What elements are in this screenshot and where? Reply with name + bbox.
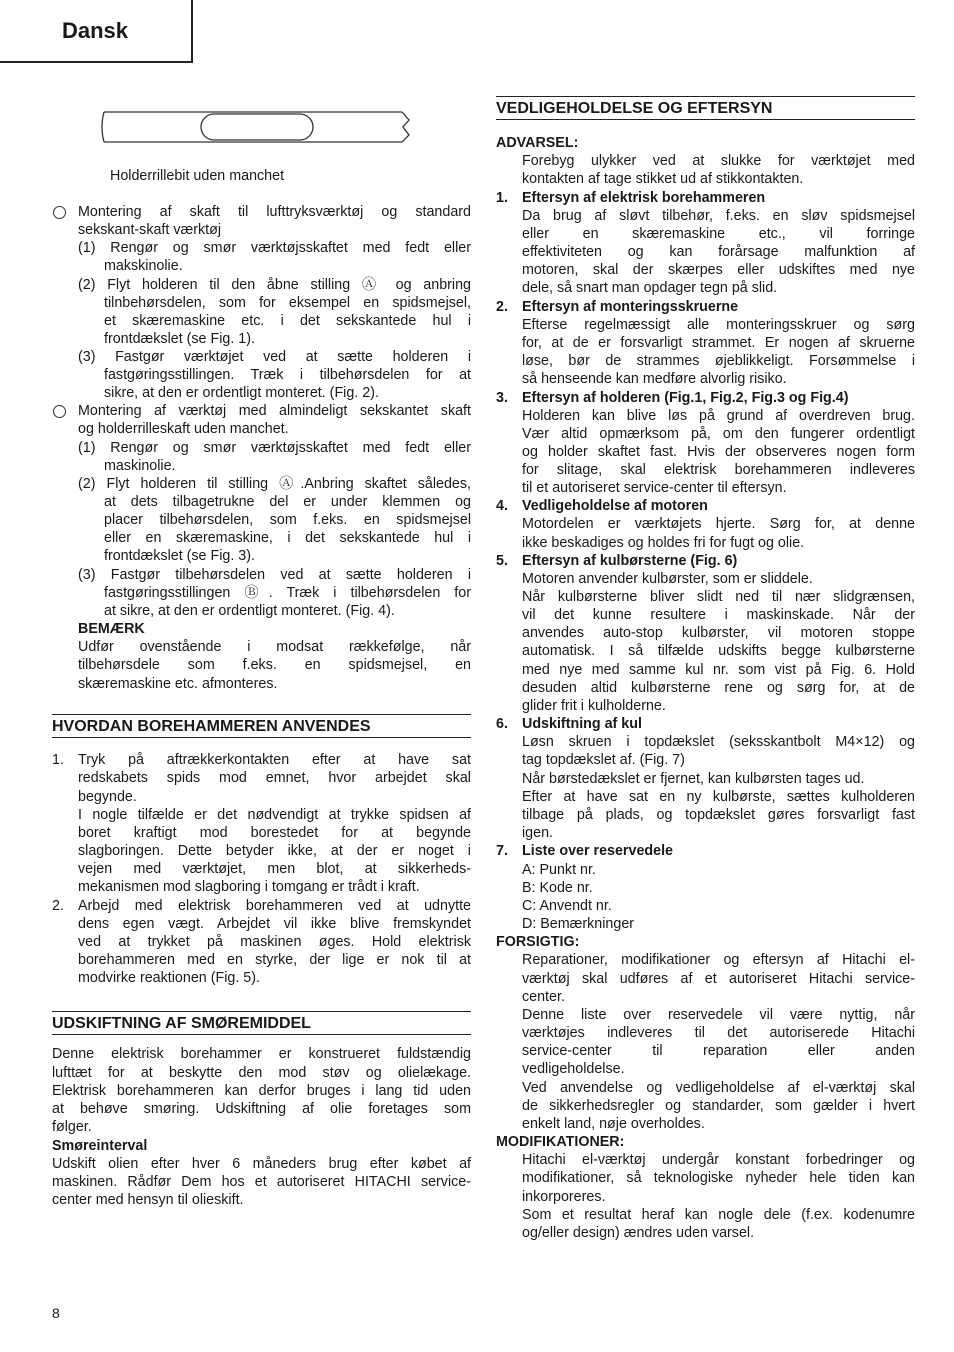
maintenance-text: Udskiftning af kul bbox=[522, 716, 642, 732]
lube-lines-text: Udskift olien efter hver 6 måneders brug efter købet af bbox=[52, 1156, 471, 1172]
use-lines-text: Arbejd med elektrisk borehammeren ved at udnytte bbox=[78, 898, 471, 914]
maintenance-text: 7. bbox=[496, 843, 508, 859]
mount-lines-text: (1) Rengør og smør værktøjsskaftet med fedt eller bbox=[78, 240, 471, 256]
maintenance-text: Vær altid opmærksom på, om den fungerer ordentligt bbox=[522, 426, 915, 442]
section-title: HVORDAN BOREHAMMEREN ANVENDES bbox=[52, 718, 371, 735]
maintenance-text: Liste over reservedele bbox=[522, 843, 674, 859]
maintenance-text: Da brug af sløvt tilbehør, f.eks. en sløv spidsmejsel bbox=[522, 208, 915, 224]
bullet-marker bbox=[53, 206, 66, 219]
mount-lines-text: Montering af værktøj med almindeligt sekskantet skaft bbox=[78, 403, 471, 419]
mount-lines-text: et skæremaskine etc. i det sekskantede hul i bbox=[104, 313, 471, 329]
mount-lines-text: fastgøringsstillingen. Træk i tilbehørsdelen for at bbox=[104, 367, 471, 383]
maintenance-text: 5. bbox=[496, 553, 508, 569]
maintenance-text: Ved anvendelse og vedligeholdelse af el-værktøj skal bbox=[522, 1080, 915, 1096]
use-lines-text: Tryk på aftrækkerkontakten efter at have sat bbox=[78, 752, 471, 768]
use-lines-text: slagboringen. Dette betyder ikke, at der er noget i bbox=[78, 843, 471, 859]
mount-lines-text: (1) Rengør og smør værktøjsskaftet med fedt eller bbox=[78, 440, 471, 456]
maintenance-text: tag topdækslet af. (Fig. 7) bbox=[522, 752, 685, 768]
maintenance-text: Forebyg ulykker ved at slukke for værktøjet med bbox=[522, 153, 915, 169]
maintenance-text: 3. bbox=[496, 390, 508, 406]
maintenance-text: anvendes auto-stop kulbørster, vil motoren stoppe bbox=[522, 625, 915, 641]
mount-lines-text: placer tilbehørsdelen, som f.eks. en spidsmejsel bbox=[104, 512, 471, 528]
maintenance-text: dele, så snart man opdager tegn på slid. bbox=[522, 280, 778, 296]
maintenance-text: Eftersyn af kulbørsterne (Fig. 6) bbox=[522, 553, 738, 569]
maintenance-text: Hitachi el-værktøj undergår konstant forbedringer og bbox=[522, 1152, 915, 1168]
lube-lines-text: at behøve smøring. Udskiftning af olie foretages som bbox=[52, 1101, 471, 1117]
maintenance-text: Når børstedækslet er fjernet, kan kulbørsten tages ud. bbox=[522, 771, 865, 787]
mount-lines-text: frontdækslet (se Fig. 1). bbox=[104, 331, 255, 347]
section-header-lubricant bbox=[52, 1011, 471, 1035]
use-lines-text: ved at trykket på maskinen øges. Hold elektrisk bbox=[78, 934, 471, 950]
maintenance-text: motoren, skal der skærpes eller udskiftes med nye bbox=[522, 262, 915, 278]
mount-lines-text: at dets tilbagetrukne del er under klemmen og bbox=[104, 494, 471, 510]
figure-caption: Holderrillebit uden manchet bbox=[110, 168, 285, 184]
maintenance-text: kontakten af tage stikket ud af stikkontakten. bbox=[522, 171, 804, 187]
maintenance-text: vil det kunne resultere i maskinskade. Når der bbox=[522, 607, 915, 623]
maintenance-text: Når kulbørsterne bliver slidt ned til nær slidgrænsen, bbox=[522, 589, 915, 605]
maintenance-text: så henseende kan medføre alvorlig risiko. bbox=[522, 371, 787, 387]
page-number: 8 bbox=[52, 1305, 60, 1321]
section-header-maintenance bbox=[496, 96, 915, 120]
maintenance-text: Holderen kan blive løs på grund af overdreven brug. bbox=[522, 408, 915, 424]
maintenance-text: MODIFIKATIONER: bbox=[496, 1134, 625, 1150]
mount-lines-text: skæremaskine etc. afmonteres. bbox=[78, 676, 278, 692]
lube-lines-text: Smøreinterval bbox=[52, 1138, 148, 1154]
maintenance-text: og/eller design) ændres uden varsel. bbox=[522, 1225, 755, 1241]
maintenance-text: Som et resultat heraf kan nogle dele (f.ex. kodenumre bbox=[522, 1207, 915, 1223]
section-header-usage bbox=[52, 714, 471, 738]
use-lines-text: mekanismen mod slagboring i tomgang er trådt i kraft. bbox=[78, 879, 420, 895]
mount-lines-text: (2) Flyt holderen til stilling Ⓐ.Anbring skaftet således, bbox=[78, 476, 471, 492]
maintenance-text: Denne liste over reservedele vil være nyttig, når bbox=[522, 1007, 915, 1023]
maintenance-text: værktøjes indleveres til det autoriserede Hitachi bbox=[522, 1025, 915, 1041]
maintenance-text: enkelt land, nøje overholdes. bbox=[522, 1116, 705, 1132]
maintenance-text: C: Anvendt nr. bbox=[522, 898, 612, 914]
maintenance-text: effektiviteten og kan forårsage malfunktion af bbox=[522, 244, 915, 260]
mount-lines-text: eller en skæremaskine, i det sekskantede hul i bbox=[104, 530, 471, 546]
language-tab bbox=[0, 0, 193, 63]
maintenance-text: Motoren anvender kulbørster, som er sliddele. bbox=[522, 571, 813, 587]
mount-lines-text: tilbehørsdele som f.eks. en spidsmejsel, en bbox=[78, 657, 471, 673]
mount-lines-text: Montering af skaft til lufttryksværktøj og standard bbox=[78, 204, 471, 220]
bit-illustration bbox=[100, 108, 412, 160]
maintenance-text: center. bbox=[522, 989, 565, 1005]
use-lines-text: borehammeren med en styrke, der lige er nok til at bbox=[78, 952, 471, 968]
maintenance-text: Eftersyn af holderen (Fig.1, Fig.2, Fig.3 og Fig.4) bbox=[522, 390, 849, 406]
maintenance-text: Motordelen er værktøjets hjerte. Sørg for, at denne bbox=[522, 516, 915, 532]
maintenance-text: modifikationer, så teknologiske nyheder hele tiden kan bbox=[522, 1170, 915, 1186]
maintenance-text: Efterse regelmæssigt alle monteringsskruer og sørg bbox=[522, 317, 915, 333]
mount-lines-text: tilnbehørsdelen, som for eksempel en spidsmejsel, bbox=[104, 295, 471, 311]
maintenance-text: D: Bemærkninger bbox=[522, 916, 635, 932]
mount-lines-text: sikre, at den er ordentligt monteret. (Fig. 2). bbox=[104, 385, 379, 401]
use-lines-text: 2. bbox=[52, 898, 64, 914]
mount-lines-text: fastgøringsstillingen Ⓑ. Træk i tilbehørsdelen for bbox=[104, 585, 471, 601]
maintenance-text: Vedligeholdelse af motoren bbox=[522, 498, 708, 514]
mount-lines-text: BEMÆRK bbox=[78, 621, 145, 637]
maintenance-text: for, at de er forsvarligt strammet. Er nogen af skruerne bbox=[522, 335, 915, 351]
language-label: Dansk bbox=[62, 18, 129, 43]
lube-lines-text: maskinen. Rådfør Dem hos et autoriseret HITACHI service- bbox=[52, 1174, 471, 1190]
mount-lines-text: Udfør ovenstående i modsat rækkefølge, når bbox=[78, 639, 471, 655]
mount-lines-text: at sikre, at den er ordentligt monteret. (Fig. 4). bbox=[104, 603, 395, 619]
maintenance-text: eller en skæremaskine etc., vil forringe bbox=[522, 226, 915, 242]
lube-lines-text: Elektrisk borehammeren kan derfor bruges i lang tid uden bbox=[52, 1083, 471, 1099]
maintenance-text: Reparationer, modifikationer og eftersyn af Hitachi el- bbox=[522, 952, 915, 968]
lube-lines-text: lufttæt for at beskytte den mod støv og olielækage. bbox=[52, 1065, 471, 1081]
lube-lines-text: Denne elektrisk borehammer er konstrueret fuldstændig bbox=[52, 1046, 471, 1062]
maintenance-text: til et autoriseret service-center til eftersyn. bbox=[522, 480, 787, 496]
maintenance-text: med nye med samme kul nr. som vist på Fig. 6. Hold bbox=[522, 662, 915, 678]
maintenance-text: vedligeholdelse. bbox=[522, 1061, 625, 1077]
maintenance-text: løse, bør de strammes øjeblikkeligt. Forsømmelse i bbox=[522, 353, 915, 369]
maintenance-text: og holder skaftet fast. Hvis der observeres nogen form bbox=[522, 444, 915, 460]
mount-lines-text: (2) Flyt holderen til den åbne stilling Ⓐ og anbring bbox=[78, 277, 471, 293]
lube-lines-text: følger. bbox=[52, 1119, 92, 1135]
use-lines-text: 1. bbox=[52, 752, 64, 768]
maintenance-text: værktøj skal udføres af et autoriseret Hitachi service- bbox=[522, 971, 915, 987]
use-lines-text: redskabets spids mod emnet, hvor arbejdet skal bbox=[78, 770, 471, 786]
section-title: VEDLIGEHOLDELSE OG EFTERSYN bbox=[496, 100, 773, 117]
use-lines-text: boret kraftigt mod borestedet for at begynde bbox=[78, 825, 471, 841]
maintenance-text: FORSIGTIG: bbox=[496, 934, 580, 950]
mount-lines-text: og holderrilleskaft uden manchet. bbox=[78, 421, 289, 437]
maintenance-text: igen. bbox=[522, 825, 554, 841]
mount-lines-text: makskinolie. bbox=[104, 258, 183, 274]
mount-lines-text: maskinolie. bbox=[104, 458, 176, 474]
mount-lines-text: (3) Fastgør værktøjet ved at sætte holderen i bbox=[78, 349, 471, 365]
use-lines-text: modvirke reaktionen (Fig. 5). bbox=[78, 970, 260, 986]
maintenance-text: automatisk. I så tilfælde udskifts begge kulbørsterne bbox=[522, 643, 915, 659]
maintenance-text: ikke beskadiges og holdes fri for fugt og olie. bbox=[522, 535, 805, 551]
maintenance-text: Eftersyn af monteringsskruerne bbox=[522, 299, 739, 315]
maintenance-text: ADVARSEL: bbox=[496, 135, 579, 151]
maintenance-text: Efter at have sat en ny kulbørste, sættes kulholderen bbox=[522, 789, 915, 805]
section-title: UDSKIFTNING AF SMØREMIDDEL bbox=[52, 1015, 311, 1032]
maintenance-text: service-center til reparation eller anden bbox=[522, 1043, 915, 1059]
maintenance-text: B: Kode nr. bbox=[522, 880, 593, 896]
mount-lines-text: sekskant-skaft værktøj bbox=[78, 222, 221, 238]
maintenance-text: A: Punkt nr. bbox=[522, 862, 596, 878]
maintenance-text: desuden altid kulbørsterne rene og sørg for, at de bbox=[522, 680, 915, 696]
maintenance-text: de sikkerhedsregler og standarder, som gælder i hvert bbox=[522, 1098, 915, 1114]
maintenance-text: 2. bbox=[496, 299, 508, 315]
maintenance-text: 6. bbox=[496, 716, 508, 732]
maintenance-text: Eftersyn af elektrisk borehammeren bbox=[522, 190, 766, 206]
maintenance-text: Løsn skruen i topdækslet (seksskantbolt M4×12) og bbox=[522, 734, 915, 750]
use-lines-text: vejen med værktøjet, men blot, at sikkerheds- bbox=[78, 861, 471, 877]
lube-lines-text: center med hensyn til olieskift. bbox=[52, 1192, 244, 1208]
maintenance-text: for slitage, skal elektrisk borehammeren indleveres bbox=[522, 462, 915, 478]
bullet-marker bbox=[53, 405, 66, 418]
maintenance-text: 1. bbox=[496, 190, 508, 206]
maintenance-text: glider frit i kulholderne. bbox=[522, 698, 666, 714]
maintenance-text: tilbage på plads, og topdækslet gøres forsvarligt fast bbox=[522, 807, 915, 823]
use-lines-text: begynde. bbox=[78, 789, 137, 805]
maintenance-text: 4. bbox=[496, 498, 508, 514]
use-lines-text: dens egen vægt. Arbejdet vil ikke blive fremskyndet bbox=[78, 916, 471, 932]
use-lines-text: I nogle tilfælde er det nødvendigt at trykke spidsen af bbox=[78, 807, 471, 823]
mount-lines-text: frontdækslet (se Fig. 3). bbox=[104, 548, 255, 564]
mount-lines-text: (3) Fastgør tilbehørsdelen ved at sætte holderen i bbox=[78, 567, 471, 583]
maintenance-text: inkorporeres. bbox=[522, 1189, 606, 1205]
